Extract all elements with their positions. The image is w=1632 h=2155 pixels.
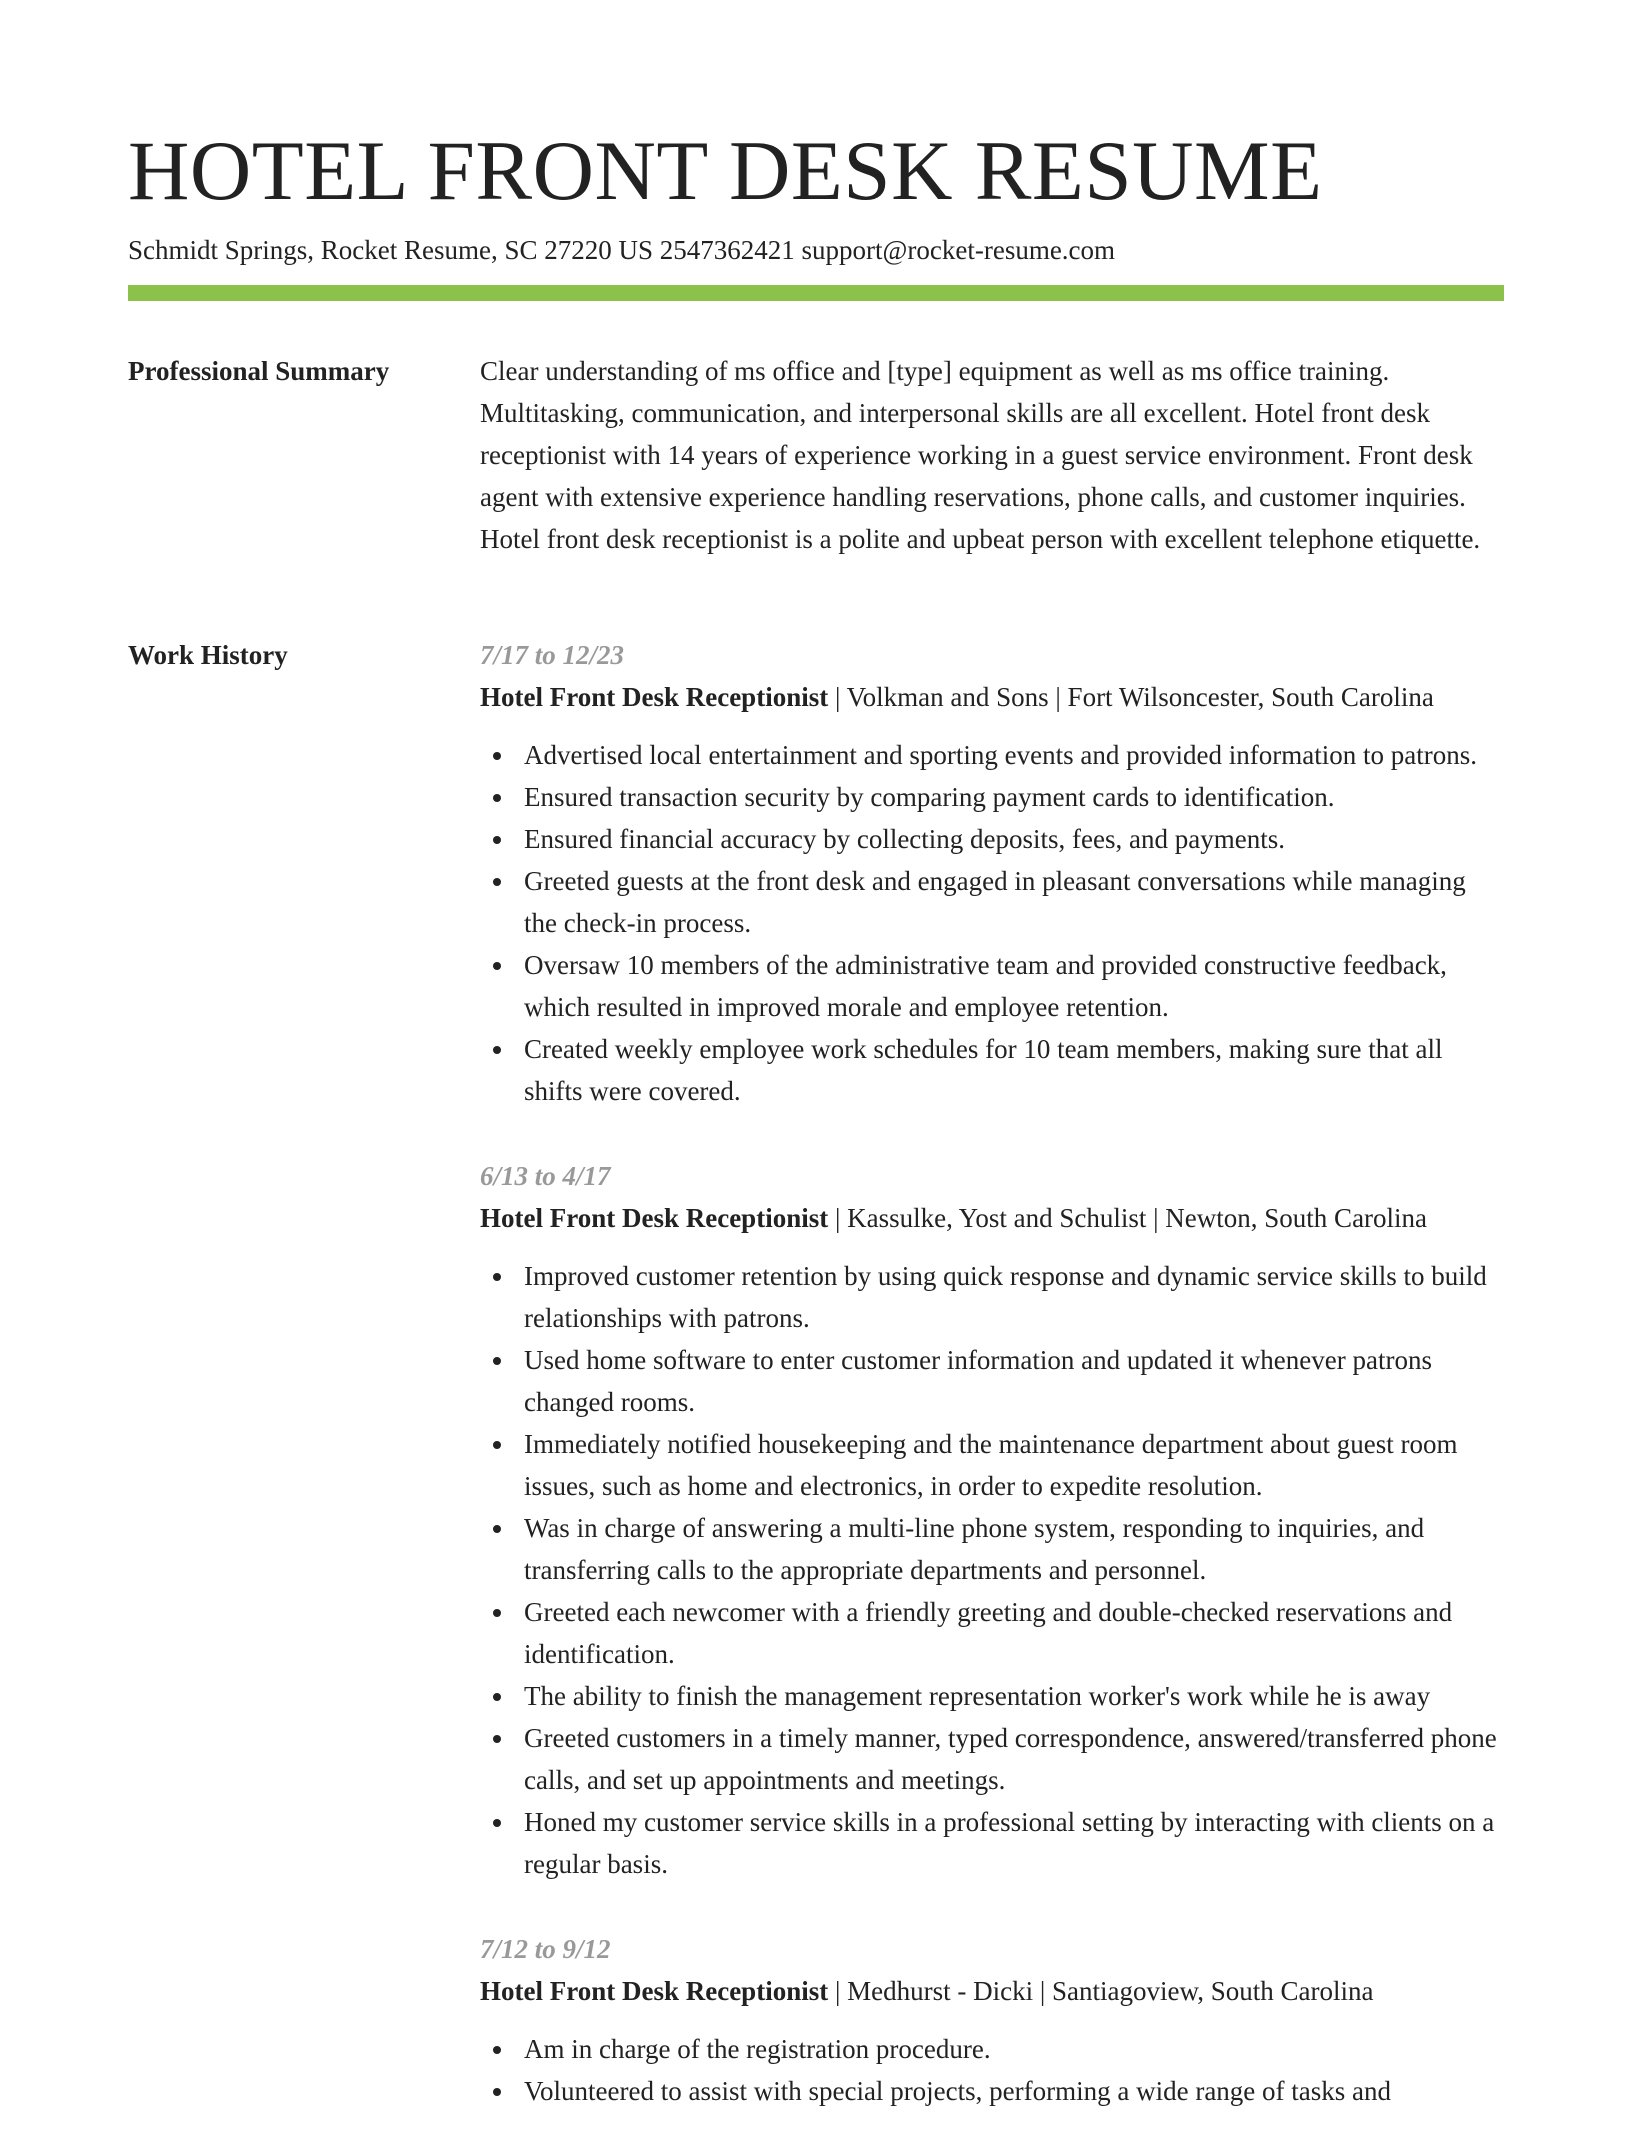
job-title: Hotel Front Desk Receptionist <box>480 682 829 712</box>
job-bullet: Ensured transaction security by comparing payment cards to identification. <box>480 776 1504 818</box>
job-bullets <box>480 2028 1504 2112</box>
job-bullet: Honed my customer service skills in a professional setting by interacting with clients on a regular basis. <box>480 1801 1504 1885</box>
job-dates: 6/13 to 4/17 <box>480 1161 611 1191</box>
job-bullet: Advertised local entertainment and sporting events and provided information to patrons. <box>480 734 1504 776</box>
job-dates: 7/17 to 12/23 <box>480 640 625 670</box>
job-bullet: Greeted guests at the front desk and engaged in pleasant conversations while managing the check-in process. <box>480 860 1504 944</box>
job-bullet: Created weekly employee work schedules for 10 team members, making sure that all shifts were covered. <box>480 1028 1504 1112</box>
job-bullets <box>480 734 1504 1112</box>
job-bullets <box>480 1255 1504 1885</box>
job-heading <box>480 1197 1504 1239</box>
job-heading <box>480 676 1504 718</box>
job-bullet: Was in charge of answering a multi-line phone system, responding to inquiries, and transferring calls to the appropriate departments and personnel. <box>480 1507 1504 1591</box>
job-heading <box>480 1970 1504 2012</box>
job-details: | Kassulke, Yost and Schulist | Newton, South Carolina <box>828 1203 1428 1233</box>
job-bullet: The ability to finish the management representation worker's work while he is away <box>480 1675 1504 1717</box>
job-bullet: Volunteered to assist with special projects, performing a wide range of tasks and <box>480 2070 1504 2112</box>
resume-title: HOTEL FRONT DESK RESUME <box>128 124 1323 218</box>
job-details: | Medhurst - Dicki | Santiagoview, South Carolina <box>828 1976 1374 2006</box>
work-history-section <box>480 634 1504 2155</box>
summary-text: Clear understanding of ms office and [type] equipment as well as ms office training. Multitasking, communication, and interpersonal skills are all excellent. Hotel front desk receptionist with 14 years of experience working in a guest service environment. Front desk agent with extensive experience handling reservations, phone calls, and customer inquiries. Hotel front desk receptionist is a polite and upbeat person with excellent telephone etiquette. <box>480 356 1481 554</box>
job-bullet: Greeted each newcomer with a friendly greeting and double-checked reservations and identification. <box>480 1591 1504 1675</box>
work-history-label: Work History <box>128 640 288 670</box>
job-bullet: Greeted customers in a timely manner, typed correspondence, answered/transferred phone calls, and set up appointments and meetings. <box>480 1717 1504 1801</box>
job-bullet: Immediately notified housekeeping and the maintenance department about guest room issues, such as home and electronics, in order to expedite resolution. <box>480 1423 1504 1507</box>
job-bullet: Oversaw 10 members of the administrative team and provided constructive feedback, which resulted in improved morale and employee retention. <box>480 944 1504 1028</box>
contact-info: Schmidt Springs, Rocket Resume, SC 27220 US 2547362421 support@rocket-resume.com <box>128 235 1116 265</box>
job-entry <box>480 634 1504 1112</box>
job-bullet: Ensured financial accuracy by collecting deposits, fees, and payments. <box>480 818 1504 860</box>
job-title: Hotel Front Desk Receptionist <box>480 1203 829 1233</box>
summary-label: Professional Summary <box>128 356 390 386</box>
job-dates: 7/12 to 9/12 <box>480 1934 611 1964</box>
summary-section <box>480 350 1504 560</box>
job-details: | Volkman and Sons | Fort Wilsoncester, South Carolina <box>828 682 1434 712</box>
job-bullet: Improved customer retention by using quick response and dynamic service skills to build relationships with patrons. <box>480 1255 1504 1339</box>
job-title: Hotel Front Desk Receptionist <box>480 1976 829 2006</box>
job-bullet: Am in charge of the registration procedure. <box>480 2028 1504 2070</box>
job-entry <box>480 1928 1504 2112</box>
accent-divider <box>128 285 1504 301</box>
job-entry <box>480 1155 1504 1885</box>
job-bullet: Used home software to enter customer information and updated it whenever patrons changed rooms. <box>480 1339 1504 1423</box>
